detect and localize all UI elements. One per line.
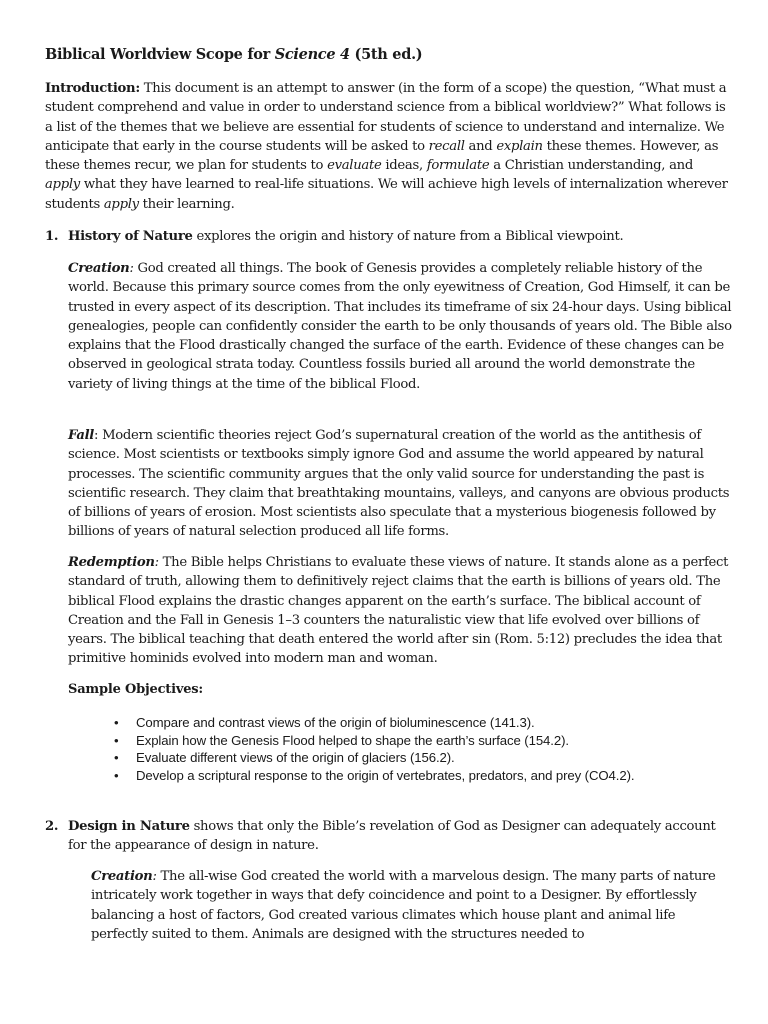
objective-text: Evaluate different views of the origin of glaciers (156.2). [136, 750, 455, 765]
intro-text: a Christian understanding, and [489, 158, 693, 174]
document-title [45, 46, 422, 63]
objective-text: Compare and contrast views of the origin of bioluminescence (141.3). [136, 715, 535, 730]
intro-text: what they have learned to real-life situations. We will achieve high levels of internalization wherever students [45, 177, 728, 212]
redemption-label: Redemption [68, 555, 155, 570]
fall-text: Modern scientific theories reject God’s supernatural creation of the world as the antithesis of science. Most scientists or textbooks simply ignore God and assume the world appeared by natural processes. The scientific community argues that the only valid source for understanding the past is scientific research. They claim that breathtaking mountains, valleys, and canyons are obvious products of billions of years of erosion. Most scientists also speculate that a mysterious biogenesis followed by billions of years of natural selection produced all life forms. [68, 428, 730, 540]
section-heading-history-of-nature [45, 227, 731, 246]
creation-label: Creation [91, 869, 153, 884]
section-number: 1. [45, 229, 59, 244]
bullet-icon: • [114, 750, 119, 765]
label-colon: : [152, 869, 157, 884]
intro-emphasis: formulate [426, 158, 490, 174]
introduction-label: Introduction: [45, 81, 140, 96]
objective-item [114, 767, 732, 785]
label-colon: : [154, 555, 159, 570]
section-number: 2. [45, 819, 59, 834]
introduction-paragraph [45, 79, 731, 214]
section-heading-design-in-nature [45, 817, 731, 856]
intro-emphasis: apply [45, 177, 80, 193]
creation-paragraph [91, 867, 731, 944]
label-colon: : [129, 261, 134, 276]
title-book-name: Science 4 [274, 46, 350, 63]
bullet-icon: • [114, 715, 119, 730]
intro-text: This document is an attempt to answer (in the form of a scope) the question, “What must a student comprehend and value in order to understand science from a biblical worldview?” What follows is a list of the themes that we believe are essential for students of science to understand and internalize. We anticipate that early in the course students will be asked to [45, 81, 727, 154]
fall-paragraph [68, 426, 732, 542]
section-title: History of Nature [68, 229, 193, 244]
intro-text: their learning. [138, 196, 235, 212]
objective-text: Develop a scriptural response to the origin of vertebrates, predators, and prey (CO4.2). [136, 767, 635, 783]
label-colon: : [94, 428, 99, 443]
intro-emphasis: recall [428, 138, 465, 154]
objective-item [114, 749, 732, 767]
title-prefix: Biblical Worldview Scope for [45, 46, 275, 63]
intro-text: ideas, [381, 158, 427, 174]
intro-emphasis: apply [103, 196, 139, 212]
creation-paragraph [68, 259, 732, 394]
redemption-paragraph [68, 553, 732, 669]
intro-emphasis: explain [496, 138, 543, 154]
sample-objectives-label: Sample Objectives: [68, 682, 203, 697]
creation-label: Creation [68, 261, 130, 276]
sample-objectives-list [114, 714, 732, 784]
section-description: shows that only the Bible’s revelation of God as Designer can adequately account for the appearance of design in nature. [68, 819, 716, 854]
objective-text: Explain how the Genesis Flood helped to shape the earth’s surface (154.2). [136, 732, 569, 748]
creation-text: The all-wise God created the world with a marvelous design. The many parts of nature intricately work together in ways that defy coincidence and point to a Designer. By effortlessly balancing a host of factors, God created various climates which house plant and animal life perfectly suited to them. Animals are designed with the structures needed to [91, 869, 716, 942]
section-description: explores the origin and history of nature from a Biblical viewpoint. [192, 229, 624, 244]
section-title: Design in Nature [68, 819, 190, 834]
redemption-text: The Bible helps Christians to evaluate these views of nature. It stands alone as a perfect standard of truth, allowing them to definitively reject claims that the earth is billions of years old. The biblical Flood explains the drastic changes apparent on the earth’s surface. The biblical account of Creation and the Fall in Genesis 1–3 counters the naturalistic view that life evolved over billions of years. The biblical teaching that death entered the world after sin (Rom. 5:12) precludes the idea that primitive hominids evolved into modern man and woman. [68, 555, 729, 667]
title-suffix: (5th ed.) [349, 46, 423, 63]
objective-item [114, 732, 732, 750]
bullet-icon: • [114, 767, 119, 783]
fall-label: Fall [68, 428, 95, 443]
intro-emphasis: evaluate [327, 158, 382, 174]
objective-item [114, 714, 732, 732]
intro-text: these themes. However, as these themes recur, we plan for students to [45, 138, 719, 174]
bullet-icon: • [114, 732, 119, 748]
intro-text: and [464, 138, 497, 154]
creation-text: God created all things. The book of Genesis provides a completely reliable history of the world. Because this primary source comes from the only eyewitness of Creation, God Himself, it can be trusted in every aspect of its description. That includes its timeframe of six 24-hour days. Using biblical genealogies, people can confidently consider the earth to be only thousands of years old. The Bible also explains that the Flood drastically changed the surface of the earth. Evidence of these changes can be observed in geological strata today. Countless fossils buried all around the world demonstrate the variety of living things at the time of the biblical Flood. [68, 261, 732, 392]
